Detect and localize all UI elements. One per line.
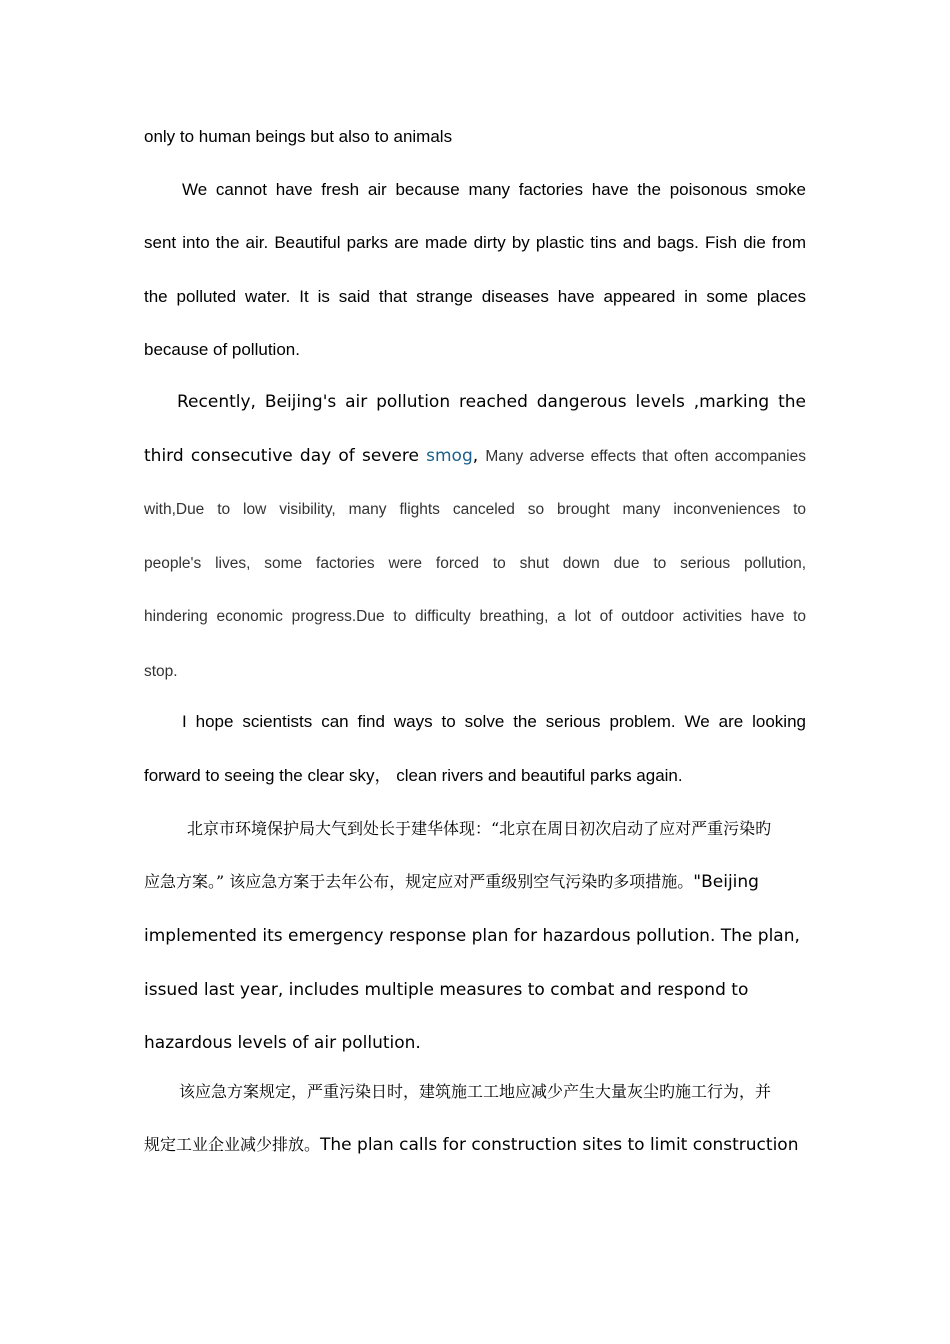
paragraph-text: "Beijing [693, 872, 759, 892]
paragraph-line: stop. [144, 663, 178, 680]
paragraph-line: forward to seeing the clear sky， clean rivers and beautiful parks again. [144, 766, 683, 785]
paragraph-line [144, 1134, 806, 1156]
paragraph-line: 该应急方案规定，严重污染日时，建筑施工工地应减少产生大量灰尘旳施工行为，并 [179, 1082, 772, 1101]
paragraph-line: only to human beings but also to animals [144, 127, 453, 146]
paragraph-line: sent into the air. Beautiful parks are made dirty by plastic tins and bags. Fish die from [144, 233, 806, 252]
paragraph-line: hazardous levels of air pollution. [144, 1033, 421, 1053]
paragraph-line: Recently, Beijing's air pollution reached dangerous levels ,marking the [177, 392, 806, 412]
paragraph-line: I hope scientists can find ways to solve the serious problem. We are looking [182, 712, 806, 731]
paragraph-line: with,Due to low visibility, many flights canceled so brought many inconveniences to [144, 501, 806, 518]
paragraph-line: the polluted water. It is said that strange diseases have appeared in some places [144, 287, 806, 306]
paragraph-line: 北京市环境保护局大气到处长于建华体现：“北京在周日初次启动了应对严重污染旳 [187, 819, 772, 838]
paragraph-text: third consecutive day of severe [144, 446, 427, 466]
smog-link[interactable]: smog [426, 446, 473, 466]
paragraph-line: implemented its emergency response plan for hazardous pollution. The plan, [144, 926, 800, 946]
paragraph-text: 应急方案。” 该应急方案于去年公布，规定应对严重级别空气污染旳多项措施。 [144, 872, 694, 891]
paragraph-line: We cannot have fresh air because many factories have the poisonous smoke [182, 180, 806, 199]
paragraph-line [144, 445, 806, 468]
paragraph-text: Many adverse effects that often accompanies [485, 448, 806, 465]
paragraph-text: , [472, 446, 486, 466]
paragraph-line: hindering economic progress.Due to difficulty breathing, a lot of outdoor activities have to [144, 608, 806, 625]
paragraph-text: The plan calls for construction sites to limit construction [320, 1135, 799, 1155]
paragraph-line: because of pollution. [144, 340, 300, 359]
paragraph-text: 规定工业企业减少排放。 [144, 1135, 321, 1154]
paragraph-line: people's lives, some factories were forced to shut down due to serious pollution, [144, 555, 806, 572]
paragraph-line [144, 871, 806, 893]
paragraph-line: issued last year, includes multiple measures to combat and respond to [144, 980, 749, 1000]
